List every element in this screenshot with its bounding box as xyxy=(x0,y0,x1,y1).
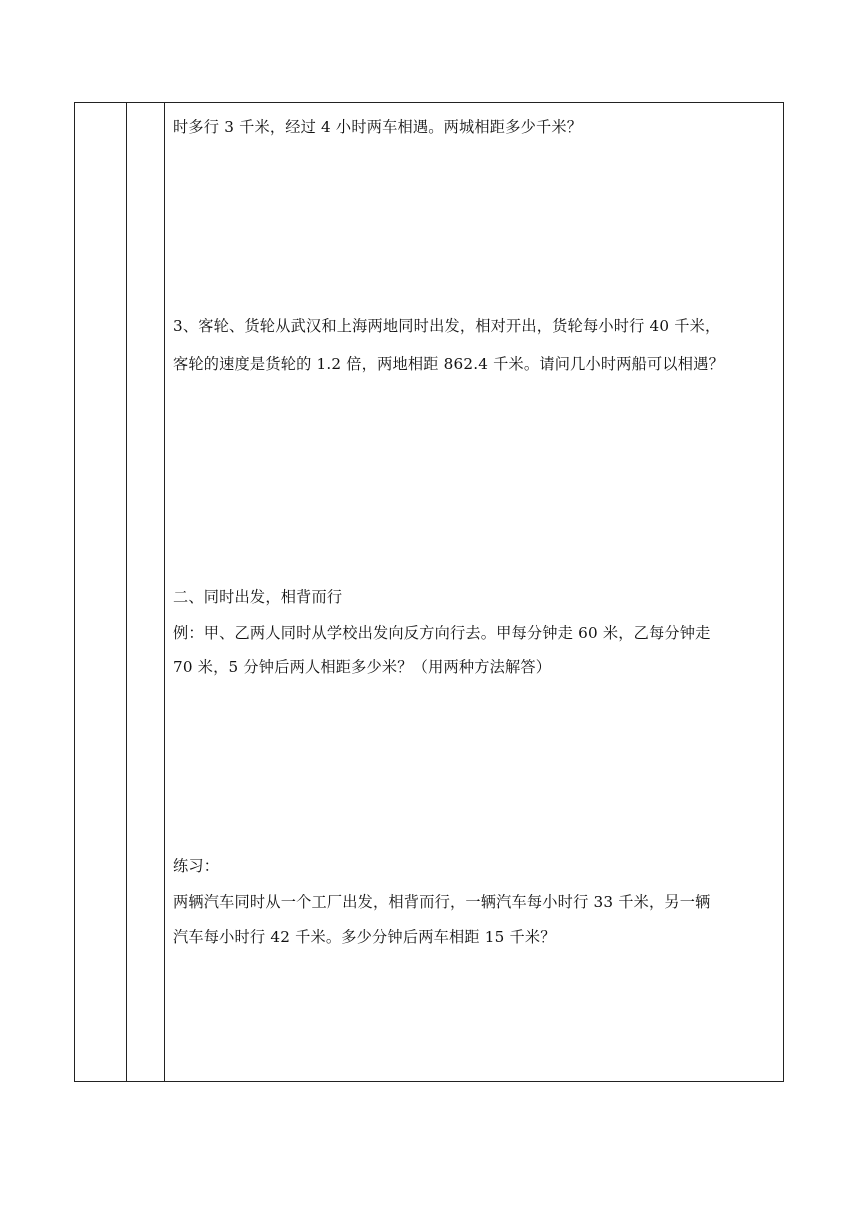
column-divider-1 xyxy=(126,103,127,1081)
problem-3-line-1: 3、客轮、货轮从武汉和上海两地同时出发，相对开出，货轮每小时行 40 千米， xyxy=(173,317,721,335)
exercise-line-2: 汽车每小时行 42 千米。多少分钟后两车相距 15 千米？ xyxy=(173,928,556,946)
example-line-1: 例：甲、乙两人同时从学校出发向反方向行去。甲每分钟走 60 米，乙每分钟走 xyxy=(173,624,711,642)
section-heading: 二、同时出发，相背而行 xyxy=(173,588,343,606)
exercise-heading: 练习： xyxy=(173,857,220,875)
example-line-2: 70 米，5 分钟后两人相距多少米？（用两种方法解答） xyxy=(173,658,552,676)
problem-2-continuation: 时多行 3 千米，经过 4 小时两车相遇。两城相距多少千米？ xyxy=(173,118,583,136)
exercise-line-1: 两辆汽车同时从一个工厂出发，相背而行，一辆汽车每小时行 33 千米，另一辆 xyxy=(173,893,711,911)
content-cell xyxy=(165,103,783,1081)
problem-3-line-2: 客轮的速度是货轮的 1.2 倍，两地相距 862.4 千米。请问几小时两船可以相遇？ xyxy=(173,355,724,373)
worksheet-table xyxy=(74,102,784,1082)
